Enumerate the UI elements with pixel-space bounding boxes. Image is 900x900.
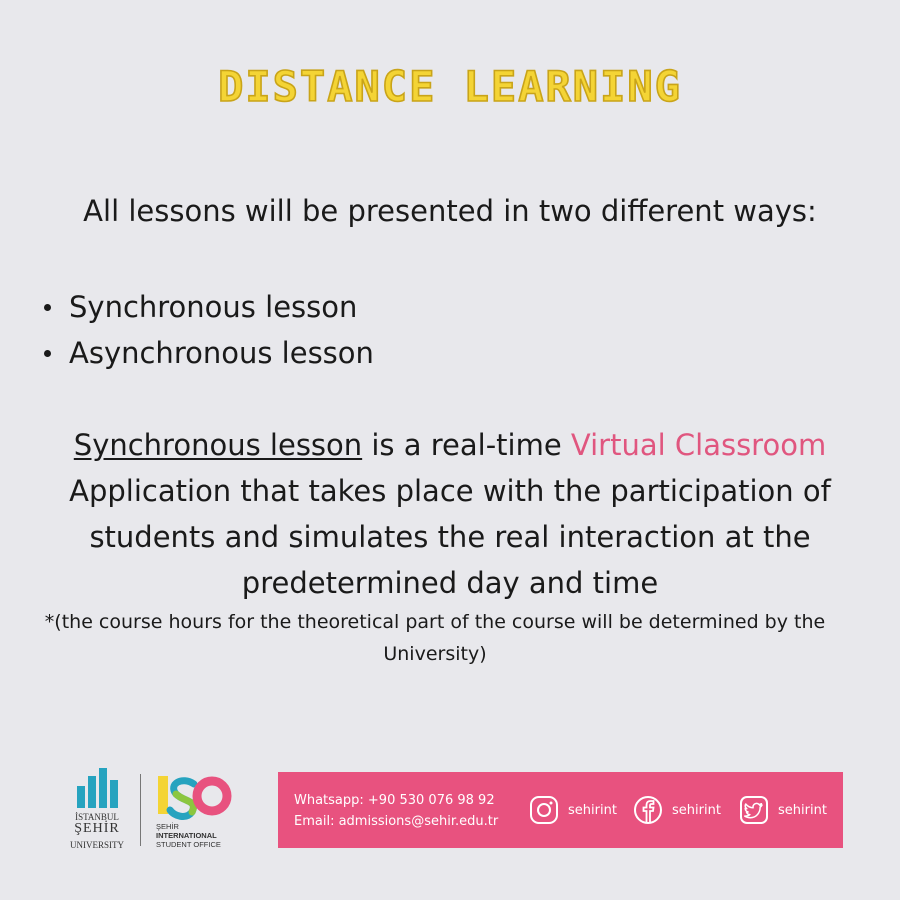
istanbul-sehir-university-logo (66, 768, 128, 850)
facebook-link[interactable] (632, 794, 721, 826)
description-mid: is a real-time (362, 428, 571, 462)
footnote: *(the course hours for the theoretical part of the course will be determined by the University) (44, 611, 826, 665)
contact-bar (278, 772, 843, 848)
bullet-icon (44, 350, 51, 357)
list-item-label: Asynchronous lesson (69, 336, 374, 370)
contact-info (294, 790, 498, 832)
university-logo-icon (66, 768, 128, 808)
synchronous-description (20, 422, 880, 606)
synchronous-term: Synchronous lesson (73, 428, 363, 462)
email-contact[interactable]: Email: admissions@sehir.edu.tr (294, 814, 499, 829)
facebook-icon (632, 794, 664, 826)
list-item (44, 284, 374, 330)
instagram-handle: sehirint (568, 802, 617, 818)
logo-divider (140, 774, 141, 846)
university-name-line2: ŞEHİR (74, 821, 120, 836)
whatsapp-contact[interactable]: Whatsapp: +90 530 076 98 92 (294, 793, 495, 808)
bullet-icon (44, 304, 51, 311)
university-name-line3: UNIVERSITY (70, 840, 124, 850)
page-title: DISTANCE LEARNING (218, 62, 682, 111)
description-rest: Application that takes place with the participation of students and simulates the real interaction at the predetermined day and time (69, 474, 831, 600)
twitter-handle: sehirint (778, 802, 827, 818)
office-name-line1: ŞEHİR (156, 822, 179, 831)
instagram-icon (528, 794, 560, 826)
virtual-classroom-highlight: Virtual Classroom (570, 428, 827, 462)
lesson-types-list (44, 284, 374, 376)
office-name (156, 822, 221, 849)
list-item-label: Synchronous lesson (69, 290, 358, 324)
office-name-line3: STUDENT OFFICE (156, 840, 221, 849)
twitter-icon (738, 794, 770, 826)
intro-text: All lessons will be presented in two different ways: (83, 194, 817, 228)
office-name-line2: INTERNATIONAL (156, 831, 217, 840)
list-item (44, 330, 374, 376)
twitter-link[interactable] (738, 794, 827, 826)
university-name-line1: İSTANBUL (75, 812, 119, 822)
facebook-handle: sehirint (672, 802, 721, 818)
instagram-link[interactable] (528, 794, 617, 826)
